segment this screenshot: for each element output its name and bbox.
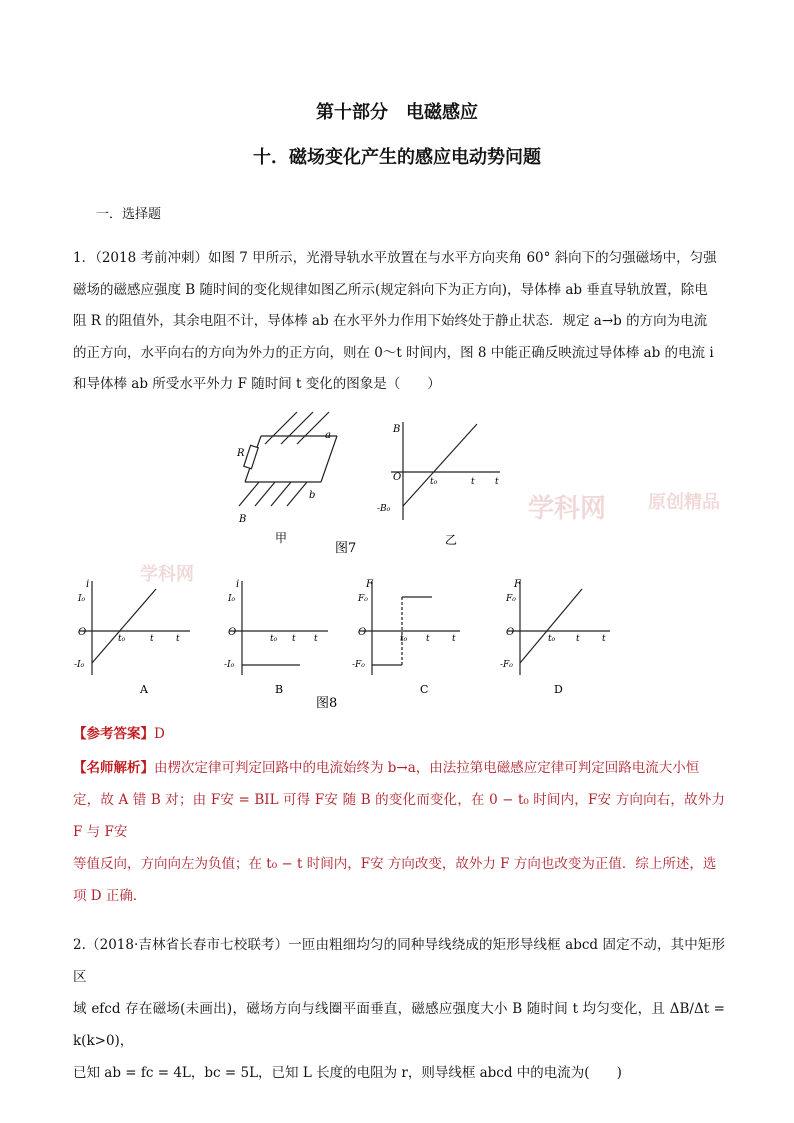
svg-text:B: B [393,424,401,435]
svg-text:t: t [452,634,456,644]
graph-d [508,581,610,675]
analysis-line: 等值反向，方向向左为负值；在 t₀ − t 时间内，F安 方向改变，故外力 F 方向也改变为正值．综上所述，选 [73,856,717,872]
svg-text:t: t [471,477,475,487]
svg-text:t₀: t₀ [118,634,126,644]
svg-text:t: t [576,634,580,644]
q2-line: 2.（2018·吉林省长春市七校联考）一匝由粗细均匀的同种导线绕成的矩形导线框 abcd 固定不动，其中矩形区 [73,937,725,985]
svg-text:-F₀: -F₀ [352,660,365,670]
watermark-logo: 原创精品 [648,492,720,513]
svg-text:t: t [176,634,180,644]
analysis-line: 项 D 正确． [73,888,147,904]
q2-line: 域 efcd 存在磁场(未画出)，磁场方向与线圈平面垂直，磁感应强度大小 B 随时间 t 均匀变化，且 ΔB/Δt = k(k>0)， [73,1001,725,1049]
analysis-line: 定，故 A 错 B 对；由 F安 = BIL 可得 F安 随 B 的变化而变化，在 0 − t₀ 时间内，F安 方向向右，故外力 F 与 F安 [73,792,725,840]
svg-text:O: O [393,472,402,483]
answer-line [73,719,725,751]
svg-text:i: i [236,579,240,590]
label-R: R [237,448,245,459]
q1-line: 1．（2018 考前冲刺）如图 7 甲所示，光滑导轨水平放置在与水平方向夹角 60° 斜向下的匀强磁场中，匀强 [73,250,717,266]
question-2 [73,929,725,1089]
svg-text:F₀: F₀ [506,594,516,604]
figure-8 [70,575,630,715]
q1-line: 磁场的磁感应强度 B 随时间的变化规律如图乙所示(规定斜向下为正方向)，导体棒 ab 垂直导轨放置，除电 [73,281,708,298]
rail-diagram [239,412,337,506]
q1-line: 阻 R 的阻值外，其余电阻不计，导体棒 ab 在水平外力作用下始终处于静止状态．规定 a→b 的方向为电流 [73,313,708,329]
svg-text:t: t [292,634,296,644]
svg-text:t: t [314,634,318,644]
svg-text:F: F [366,579,373,590]
figure-8-caption: 图8 [316,696,338,711]
graph-a [80,581,190,675]
svg-text:I₀: I₀ [78,594,86,604]
label-b: b [309,490,316,501]
option-b-label: B [275,683,284,696]
answer-label: 【参考答案】 [73,726,154,742]
analysis-line: 【名师解析】由楞次定律可判定回路中的电流始终为 b→a，由法拉第电磁感应定律可判定回路电流大小恒 [73,760,700,776]
svg-text:t: t [602,634,606,644]
q1-line: 的正方向，水平向右的方向为外力的正方向，则在 0～t 时间内，图 8 中能正确反映流过导体棒 ab 的电流 i [73,344,714,361]
q1-line: 和导体棒 ab 所受水平外力 F 随时间 t 变化的图象是（ ） [73,376,441,392]
analysis-block [73,752,725,912]
answer-value: D [154,726,165,742]
svg-text:t₀: t₀ [430,477,438,487]
svg-text:t₀: t₀ [270,634,278,644]
label-jia: 甲 [275,531,288,545]
topic-title: 十．磁场变化产生的感应电动势问题 [253,147,541,168]
svg-text:-I₀: -I₀ [224,660,235,670]
option-a-label: A [140,683,148,696]
analysis-label: 【名师解析】 [73,760,154,776]
figure-7-caption: 图7 [335,541,357,556]
svg-text:I₀: I₀ [228,594,236,604]
q2-line: 已知 ab = fc = 4L，bc = 5L，已知 L 长度的电阻为 r，则导线框 abcd 中的电流为( ) [73,1065,622,1081]
label-a: a [325,430,331,441]
watermark-logo: 学科网 [528,494,607,524]
option-d-label: D [554,683,563,696]
svg-text:-I₀: -I₀ [74,660,85,670]
svg-text:t₀: t₀ [400,634,408,644]
label-B: B [239,514,247,525]
answer-block [73,719,725,751]
watermark-logo: 学科网 [140,564,194,585]
svg-text:t: t [426,634,430,644]
graph-b [230,581,328,675]
svg-text:t₀: t₀ [548,634,556,644]
figure-7 [225,410,525,560]
graph-c [360,581,460,675]
svg-text:-B₀: -B₀ [377,504,391,514]
svg-text:F: F [514,579,521,590]
section-heading: 一．选择题 [96,207,162,222]
svg-text:F₀: F₀ [358,594,368,604]
svg-text:t: t [150,634,154,644]
label-yi: 乙 [445,533,458,547]
question-1 [73,243,725,401]
b-t-graph [391,422,500,520]
svg-text:O: O [506,627,515,638]
svg-text:O: O [358,627,367,638]
svg-text:i: i [86,579,90,590]
svg-text:-F₀: -F₀ [500,660,513,670]
svg-text:O: O [228,627,237,638]
part-title: 第十部分 电磁感应 [316,102,478,123]
svg-text:t: t [495,477,499,487]
option-c-label: C [420,683,429,696]
svg-text:O: O [78,627,87,638]
